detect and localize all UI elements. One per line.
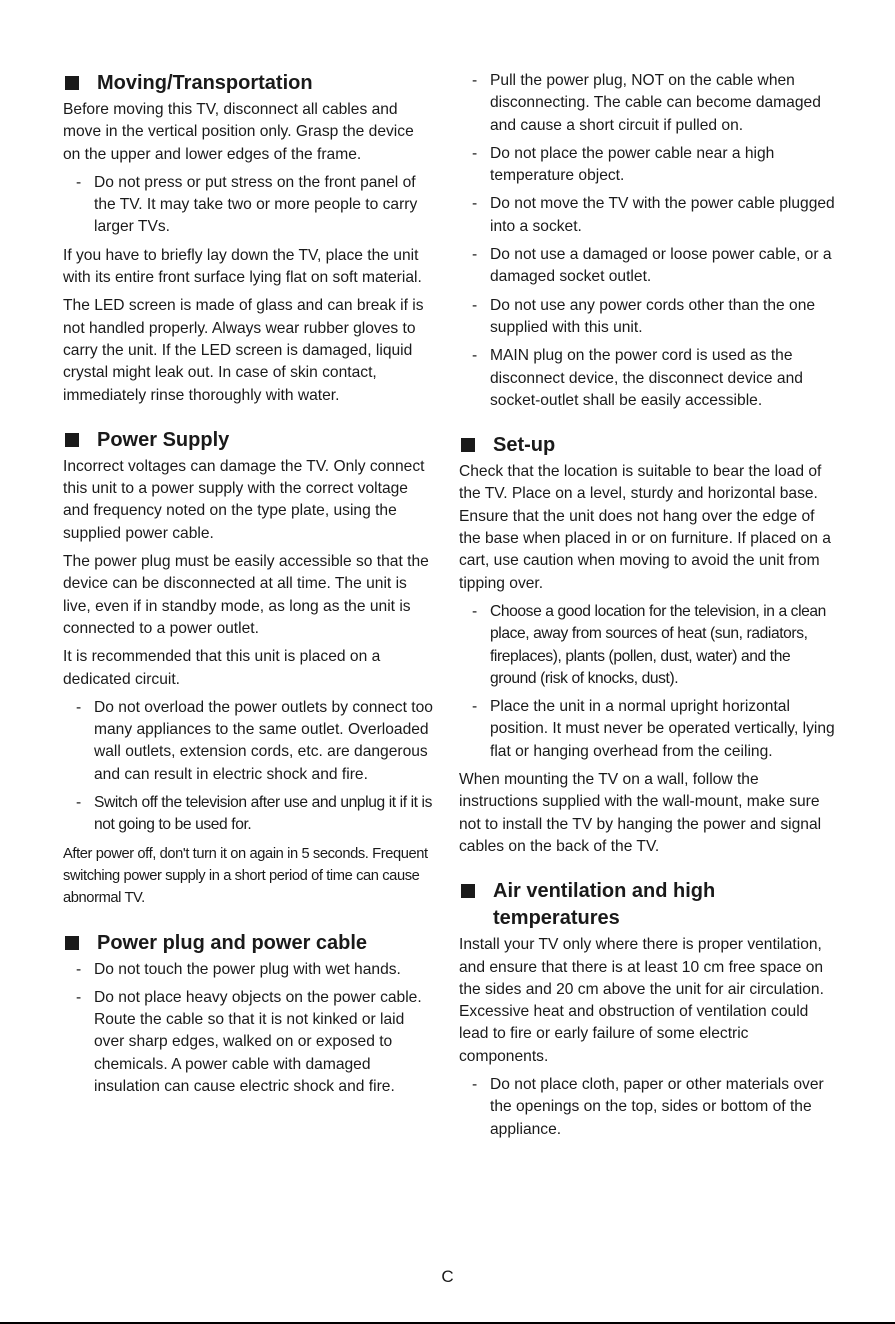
paragraph: After power off, don't turn it on again in 5 seconds. Frequent switching power supply in a short period of time can cause abnormal TV. bbox=[63, 845, 428, 907]
list-item: - Do not use a damaged or loose power cable, or a damaged socket outlet. bbox=[459, 244, 835, 289]
heading-text: Set-up bbox=[493, 434, 556, 457]
square-bullet-icon bbox=[65, 76, 79, 90]
section-power-plug-continued bbox=[459, 70, 835, 412]
list-item: - Do not press or put stress on the front panel of the TV. It may take two or more people to carry larger TVs. bbox=[63, 172, 435, 239]
paragraph: Check that the location is suitable to bear the load of the TV. Place on a level, sturdy and horizontal base. Ensure that the unit does not hang over the edge of the base when placed in or on furniture. If placed on a cart, use caution when moving to avoid the unit from tipping over. bbox=[459, 463, 831, 592]
left-column bbox=[63, 70, 435, 1104]
dash-list bbox=[63, 172, 435, 239]
heading-line: temperatures bbox=[493, 907, 620, 930]
section-moving-transportation bbox=[63, 70, 435, 407]
list-item: - Do not touch the power plug with wet hands. bbox=[63, 959, 435, 981]
heading-text bbox=[493, 878, 715, 932]
heading-text: Moving/Transportation bbox=[97, 72, 313, 94]
paragraph: If you have to briefly lay down the TV, place the unit with its entire front surface lying flat on soft material. bbox=[63, 246, 422, 287]
list-item: - Do not place the power cable near a high temperature object. bbox=[459, 143, 835, 188]
list-item: - Switch off the television after use and unplug it if it is not going to be used for. bbox=[63, 792, 435, 837]
square-bullet-icon bbox=[461, 438, 475, 452]
section-heading bbox=[459, 432, 835, 459]
paragraph: Install your TV only where there is proper ventilation, and ensure that there is at least 10 cm free space on the sides and 20 cm above the unit for air circulation. Excessive heat and obstruction of ventilation could lead to fire or early failure of some electric components. bbox=[459, 936, 824, 1065]
heading-text: Power plug and power cable bbox=[97, 931, 368, 954]
paragraph: Before moving this TV, disconnect all cables and move in the vertical position only. Grasp the device on the upper and lower edges of the frame. bbox=[63, 101, 414, 163]
right-column bbox=[459, 70, 835, 1147]
square-bullet-icon bbox=[461, 884, 475, 898]
dash-list bbox=[63, 959, 435, 1099]
page-number: C bbox=[441, 1267, 454, 1286]
list-item: - Do not move the TV with the power cable plugged into a socket. bbox=[459, 193, 835, 238]
list-item: - Pull the power plug, NOT on the cable when disconnecting. The cable can become damaged and cause a short circuit if pulled on. bbox=[459, 70, 835, 137]
paragraph: The LED screen is made of glass and can break if is not handled properly. Always wear rubber gloves to carry the unit. If the LED screen is damaged, liquid crystal might leak out. In case of skin contact, immediately rinse thoroughly with water. bbox=[63, 297, 424, 404]
list-item: - Place the unit in a normal upright horizontal position. It must never be operated vertically, lying flat or hanging overhead from the ceiling. bbox=[459, 696, 835, 763]
dash-list bbox=[63, 697, 435, 837]
list-item: - MAIN plug on the power cord is used as the disconnect device, the disconnect device and socket-outlet shall be easily accessible. bbox=[459, 345, 835, 412]
section-power-supply bbox=[63, 427, 435, 910]
section-air-ventilation bbox=[459, 878, 835, 1141]
dash-list bbox=[459, 70, 835, 412]
list-item: - Do not overload the power outlets by connect too many appliances to the same outlet. Overloaded wall outlets, extension cords, etc. are dangerous and can result in electric shock and fire. bbox=[63, 697, 435, 786]
section-heading bbox=[63, 427, 435, 454]
paragraph: When mounting the TV on a wall, follow the instructions supplied with the wall-mount, make sure not to install the TV by hanging the power and signal cables on the back of the TV. bbox=[459, 771, 822, 855]
paragraph: Incorrect voltages can damage the TV. Only connect this unit to a power supply with the correct voltage and frequency noted on the type plate, using the supplied power cable. bbox=[63, 457, 425, 542]
list-item: - Do not use any power cords other than the one supplied with this unit. bbox=[459, 295, 835, 340]
list-item: - Choose a good location for the television, in a clean place, away from sources of heat (sun, radiators, fireplaces), plants (pollen, dust, water) and the ground (risk of knocks, dust). bbox=[459, 601, 835, 690]
heading-text: Power Supply bbox=[97, 428, 230, 451]
dash-list bbox=[459, 1074, 835, 1141]
square-bullet-icon bbox=[65, 433, 79, 447]
section-power-plug bbox=[63, 930, 435, 1099]
heading-line: Air ventilation and high bbox=[493, 880, 716, 903]
list-item: - Do not place heavy objects on the power cable. Route the cable so that it is not kinked or laid over sharp edges, walked on or exposed to chemicals. A power cable with damaged insulation can cause electric shock and fire. bbox=[63, 987, 435, 1098]
section-heading bbox=[459, 878, 835, 932]
square-bullet-icon bbox=[65, 936, 79, 950]
section-heading bbox=[63, 70, 435, 97]
paragraph: It is recommended that this unit is placed on a dedicated circuit. bbox=[63, 648, 381, 688]
paragraph: The power plug must be easily accessible so that the device can be disconnected at all time. The unit is live, even if in standby mode, as long as the unit is connected to a power outlet. bbox=[63, 553, 429, 637]
section-heading bbox=[63, 930, 435, 957]
section-setup bbox=[459, 432, 835, 858]
dash-list bbox=[459, 601, 835, 763]
list-item: - Do not place cloth, paper or other materials over the openings on the top, sides or bottom of the appliance. bbox=[459, 1074, 835, 1141]
